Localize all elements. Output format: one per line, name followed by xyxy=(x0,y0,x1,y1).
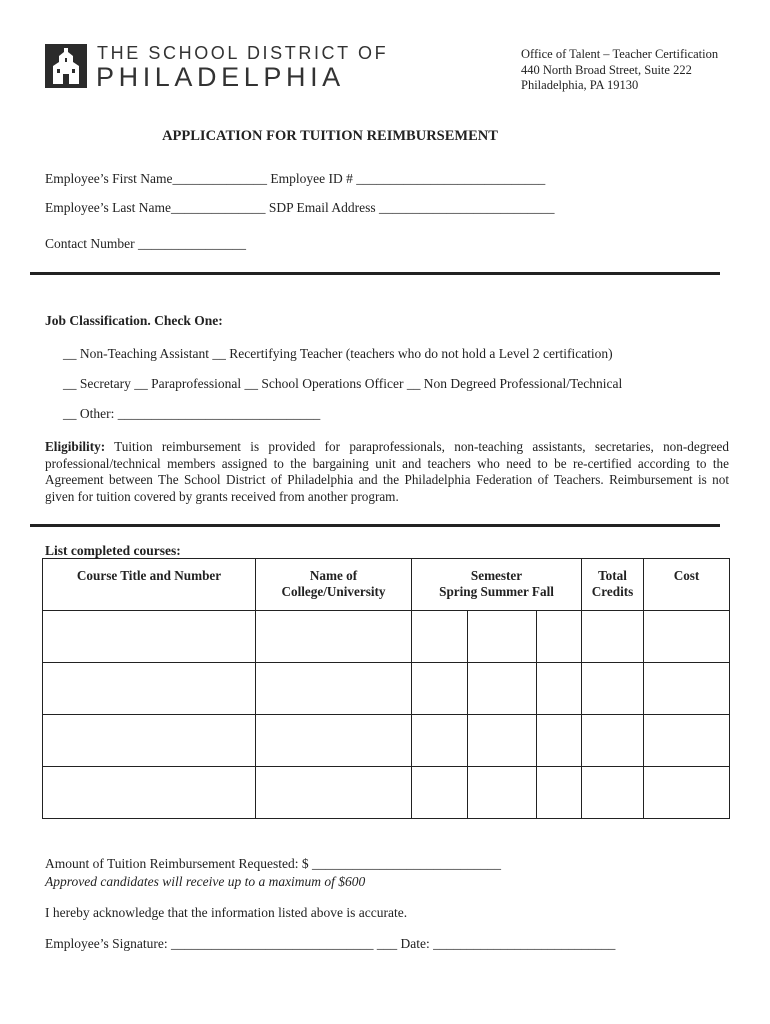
amount-requested-field[interactable]: Amount of Tuition Reimbursement Requested: $ ____________________________ xyxy=(45,856,501,871)
classification-other-field[interactable]: __ Other: ______________________________ xyxy=(63,406,321,421)
fall-cell[interactable] xyxy=(537,663,582,715)
college-cell[interactable] xyxy=(256,715,412,767)
fall-cell[interactable] xyxy=(537,767,582,819)
table-header-row xyxy=(43,559,730,611)
contact-number-field[interactable]: Contact Number ________________ xyxy=(45,236,246,251)
college-cell[interactable] xyxy=(256,663,412,715)
cost-cell[interactable] xyxy=(644,611,730,663)
credits-header: Total Credits xyxy=(582,559,644,611)
table-row xyxy=(43,715,730,767)
section-divider xyxy=(30,524,720,527)
logo-text-line1: THE SCHOOL DISTRICT OF xyxy=(97,43,389,63)
spring-cell[interactable] xyxy=(412,663,468,715)
maximum-note: Approved candidates will receive up to a maximum of $600 xyxy=(45,874,366,889)
summer-cell[interactable] xyxy=(468,767,537,819)
job-classification-heading: Job Classification. Check One: xyxy=(45,313,223,328)
summer-cell[interactable] xyxy=(468,715,537,767)
office-line: 440 North Broad Street, Suite 222 xyxy=(521,62,692,77)
credits-cell[interactable] xyxy=(582,663,644,715)
summer-cell[interactable] xyxy=(468,663,537,715)
course-title-cell[interactable] xyxy=(43,767,256,819)
page-title: APPLICATION FOR TUITION REIMBURSEMENT xyxy=(162,128,498,144)
cost-cell[interactable] xyxy=(644,663,730,715)
spring-cell[interactable] xyxy=(412,715,468,767)
last-name-email-field[interactable]: Employee’s Last Name______________ SDP Email Address __________________________ xyxy=(45,200,555,215)
cost-cell[interactable] xyxy=(644,767,730,819)
cost-cell[interactable] xyxy=(644,715,730,767)
summer-cell[interactable] xyxy=(468,611,537,663)
office-line: Office of Talent – Teacher Certification xyxy=(521,47,719,61)
district-logo-icon xyxy=(45,44,87,88)
credits-cell[interactable] xyxy=(582,767,644,819)
credits-cell[interactable] xyxy=(582,611,644,663)
classification-options-line1[interactable]: __ Non-Teaching Assistant __ Recertifying Teacher (teachers who do not hold a Level 2 certification) xyxy=(63,346,613,361)
course-title-cell[interactable] xyxy=(43,715,256,767)
eligibility-text: Tuition reimbursement is provided for paraprofessionals, non-teaching assistants, secretaries, non-degreed professional/technical members assigned to the bargaining unit and teachers who need to be re-certified according to the Agreement between The School District of Philadelphia and the Philadelphia Federation of Teachers. Reimbursement is not given for tuition covered by grants received from another program. xyxy=(45,439,729,504)
semester-header: Semester Spring Summer Fall xyxy=(412,559,582,611)
eligibility-label: Eligibility: xyxy=(45,439,106,454)
table-row xyxy=(43,611,730,663)
table-row xyxy=(43,663,730,715)
table-row xyxy=(43,767,730,819)
college-cell[interactable] xyxy=(256,767,412,819)
courses-heading: List completed courses: xyxy=(45,543,181,558)
spring-cell[interactable] xyxy=(412,767,468,819)
eligibility-paragraph xyxy=(45,439,729,505)
office-line: Philadelphia, PA 19130 xyxy=(521,78,639,92)
signature-date-field[interactable]: Employee’s Signature: ______________________________ ___ Date: ___________________________ xyxy=(45,936,616,951)
courses-table xyxy=(42,558,730,819)
first-name-id-field[interactable]: Employee’s First Name______________ Employee ID # ____________________________ xyxy=(45,171,546,186)
acknowledgement-text: I hereby acknowledge that the information listed above is accurate. xyxy=(45,905,408,920)
logo-text-line2: PHILADELPHIA xyxy=(96,62,345,92)
course-title-cell[interactable] xyxy=(43,611,256,663)
credits-cell[interactable] xyxy=(582,715,644,767)
section-divider xyxy=(30,272,720,275)
office-address xyxy=(521,47,718,94)
course-title-header: Course Title and Number xyxy=(43,559,256,611)
college-cell[interactable] xyxy=(256,611,412,663)
cost-header: Cost xyxy=(644,559,730,611)
classification-options-line2[interactable]: __ Secretary __ Paraprofessional __ School Operations Officer __ Non Degreed Professional/Technical xyxy=(63,376,623,391)
spring-cell[interactable] xyxy=(412,611,468,663)
course-title-cell[interactable] xyxy=(43,663,256,715)
fall-cell[interactable] xyxy=(537,611,582,663)
college-header: Name of College/University xyxy=(256,559,412,611)
fall-cell[interactable] xyxy=(537,715,582,767)
